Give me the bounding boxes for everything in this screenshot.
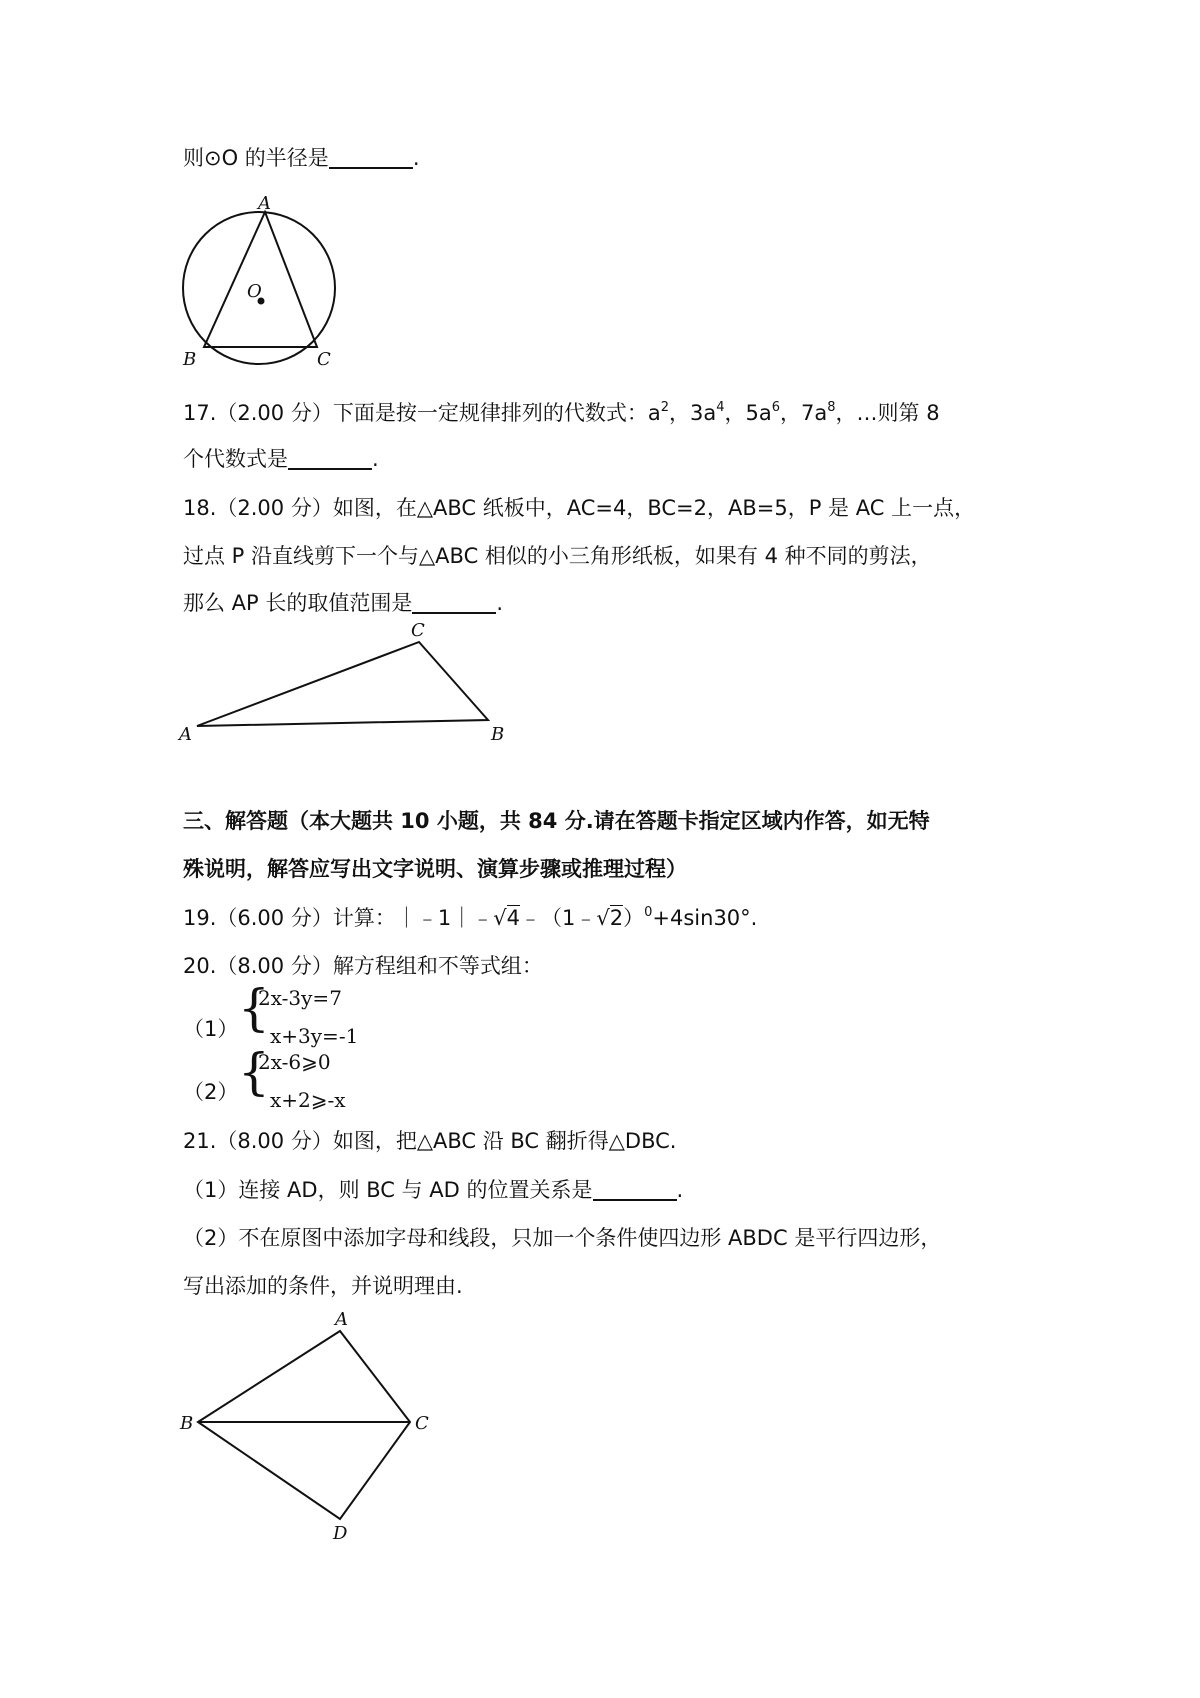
sqrt-4: √4 — [493, 906, 520, 930]
section-header-line2: 殊说明，解答应写出文字说明、演算步骤或推理过程） — [183, 857, 687, 881]
q16-text: 则⊙O 的半径是 — [183, 146, 329, 170]
q18-line1: 18.（2.00 分）如图，在△ABC 纸板中，AC=4，BC=2，AB=5，P 是 AC 上一点， — [183, 496, 976, 520]
term-1: $a^2$ — [647, 400, 669, 425]
figure-triangle-abc — [175, 618, 515, 743]
q21-part2-line2: 写出添加的条件，并说明理由. — [183, 1274, 463, 1298]
sqrt-2: √2 — [596, 906, 624, 930]
q20-p2-eq2: x+2⩾-x — [270, 1088, 346, 1112]
q17-line2: 个代数式是 . — [183, 447, 379, 471]
q20-part2-label: （2） — [183, 1080, 239, 1104]
label-c: C — [411, 620, 425, 641]
q20-p2-eq1: 2x-6⩾0 — [258, 1050, 331, 1074]
term-2: $3a^4$ — [690, 400, 725, 425]
answer-blank — [329, 146, 413, 169]
term-4: $7a^8$ — [801, 400, 836, 425]
triangle-abc-18 — [197, 642, 488, 726]
q20-p1-eq1: 2x-3y=7 — [258, 986, 342, 1010]
q20-p1-eq2: x+3y=-1 — [270, 1024, 359, 1048]
q20-part1-label: （1） — [183, 1017, 239, 1041]
label-a: A — [335, 1309, 348, 1330]
term-3: $5a^6$ — [745, 400, 781, 425]
q18-line2: 过点 P 沿直线剪下一个与△ABC 相似的小三角形纸板，如果有 4 种不同的剪法， — [183, 544, 932, 568]
label-c: C — [317, 349, 331, 370]
label-b: B — [491, 724, 505, 743]
q21-title: 21.（8.00 分）如图，把△ABC 沿 BC 翻折得△DBC. — [183, 1129, 677, 1153]
brace-2: { — [238, 1043, 270, 1101]
quadrilateral-abdc — [198, 1331, 410, 1519]
label-b: B — [180, 1413, 194, 1434]
q19: 19.（6.00 分）计算：｜﹣1｜﹣√4﹣（1﹣√2）$^0$+4sin30°. — [183, 905, 758, 930]
label-d: D — [333, 1523, 348, 1544]
q17-line1: 17.（2.00 分）下面是按一定规律排列的代数式：$a^2$，$3a^4$，$5a^6$，$7a^8$，…则第 8 — [183, 400, 940, 425]
triangle-abc — [204, 212, 317, 347]
label-o: O — [247, 281, 262, 302]
figure-abdc — [175, 1305, 445, 1555]
q21-part2-line1: （2）不在原图中添加字母和线段，只加一个条件使四边形 ABDC 是平行四边形， — [183, 1226, 942, 1250]
q18-line3: 那么 AP 长的取值范围是 . — [183, 591, 504, 615]
q21-part1: （1）连接 AD，则 BC 与 AD 的位置关系是 . — [183, 1178, 684, 1202]
brace-1: { — [238, 979, 270, 1037]
answer-blank — [412, 591, 496, 614]
label-a: A — [179, 724, 192, 743]
q20-title: 20.（8.00 分）解方程组和不等式组： — [183, 954, 543, 978]
figure-circle-triangle — [175, 195, 345, 370]
answer-blank — [593, 1178, 677, 1201]
label-c: C — [415, 1413, 429, 1434]
answer-blank — [288, 447, 372, 470]
label-b: B — [183, 349, 197, 370]
label-a: A — [258, 195, 271, 214]
section-header-line1: 三、解答题（本大题共 10 小题，共 84 分.请在答题卡指定区域内作答，如无特 — [183, 809, 930, 833]
q16-tail: 则⊙O 的半径是 . — [183, 146, 420, 170]
